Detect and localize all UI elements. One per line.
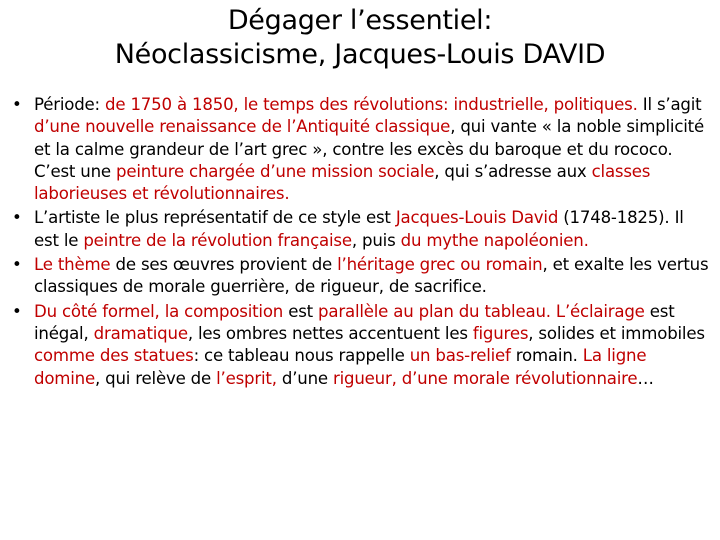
highlighted-text: figures — [472, 323, 529, 343]
bullet-text: , solides et immobiles — [528, 323, 705, 343]
bullet-text: , et exalte les vertus classiques de morale guerrière, de rigueur, de sacrifice. — [34, 255, 709, 297]
highlighted-text: classes laborieuses et révolutionnaires. — [34, 161, 651, 204]
highlighted-text: rigueur, d’une morale révolutionnaire — [332, 368, 638, 388]
slide-title-line-2: Néoclassicisme, Jacques-Louis DAVID — [114, 39, 606, 70]
highlighted-text: parallèle au plan du tableau. L’éclairage — [318, 301, 645, 321]
bullet-text: est inégal, — [34, 301, 675, 343]
bullet-text: (1748-1825). Il est le — [34, 208, 684, 250]
bullet-text: , qui s’adresse aux — [434, 161, 592, 181]
highlighted-text: peintre de la révolution française — [83, 230, 352, 250]
highlighted-text: Du côté formel, la composition — [34, 301, 284, 321]
highlighted-text: l’héritage grec ou romain — [337, 255, 543, 275]
highlighted-text: dramatique — [93, 323, 188, 343]
bullet-text: , les ombres nettes accentuent les — [187, 323, 473, 343]
bullet-text: est — [283, 301, 319, 321]
bullet-text: romain. — [510, 346, 583, 366]
bullet-text: de ses œuvres provient de — [110, 255, 338, 275]
highlighted-text: comme des statues — [34, 346, 194, 366]
highlighted-text: Le thème — [34, 255, 111, 275]
highlighted-text: La ligne domine — [34, 346, 647, 388]
highlighted-text: un bas-relief — [409, 346, 511, 366]
bullet-text: , qui vante « la noble simplicité et la calme grandeur de l’art grec », contre les excès du baroque et du rococo. C’est une — [34, 117, 704, 181]
slide-title — [0, 4, 720, 72]
highlighted-text: l’esprit, — [216, 368, 277, 388]
bullet-text: d’une — [276, 368, 333, 388]
bullet-text: Il s’agit — [637, 95, 702, 114]
highlighted-text: peinture chargée d’une mission sociale — [116, 161, 435, 181]
bullet-list — [12, 94, 712, 392]
bullet-text: , qui relève de — [95, 368, 217, 388]
bullet-text: Période: — [34, 95, 106, 114]
bullet-text: L’artiste le plus représentatif de ce style est — [34, 208, 396, 228]
bullet-item — [12, 301, 712, 390]
highlighted-text: du mythe napoléonien. — [400, 230, 589, 250]
bullet-item — [12, 254, 712, 299]
bullet-text: , puis — [351, 230, 401, 250]
bullet-item — [12, 207, 712, 252]
bullet-text: : ce tableau nous rappelle — [193, 346, 410, 366]
highlighted-text: d’une nouvelle renaissance de l’Antiquité classique — [34, 117, 451, 137]
slide-title-line-1: Dégager l’essentiel: — [227, 5, 493, 36]
highlighted-text: de 1750 à 1850, le temps des révolutions: industrielle, politiques. — [105, 95, 638, 114]
bullet-item — [12, 94, 712, 205]
highlighted-text: Jacques-Louis David — [395, 208, 559, 228]
bullet-text: … — [637, 368, 654, 388]
